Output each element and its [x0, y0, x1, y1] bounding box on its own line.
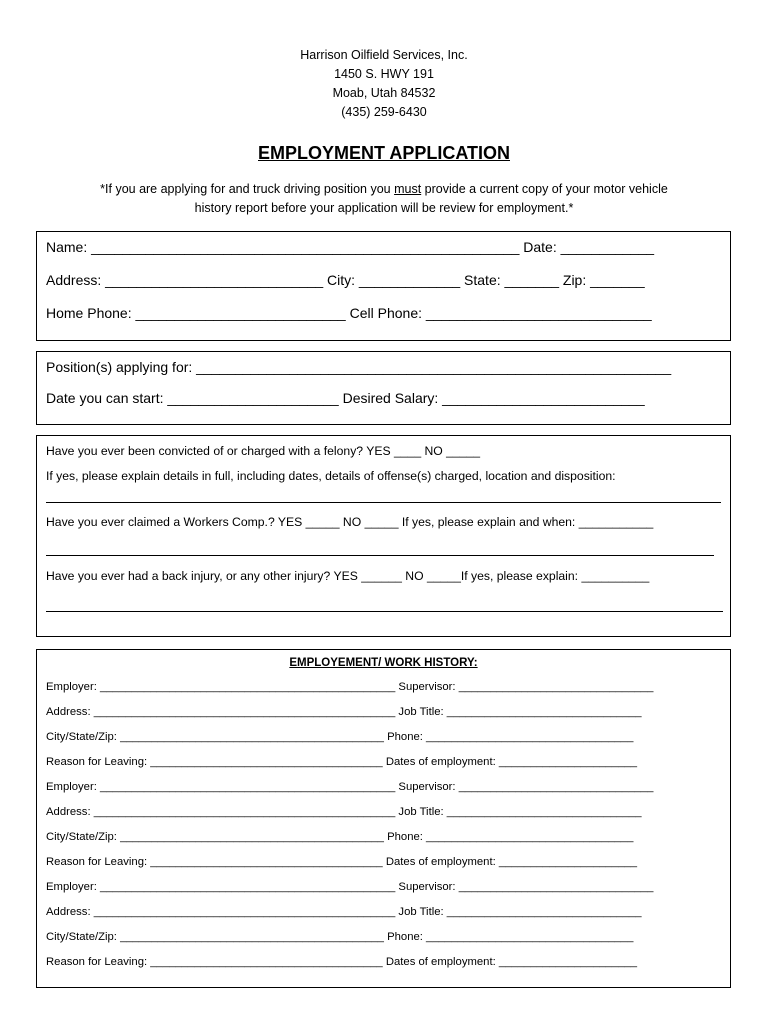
- work-history-title: EMPLOYEMENT/ WORK HISTORY:: [289, 657, 478, 669]
- position-section: [36, 351, 731, 425]
- workers-comp-explain-line[interactable]: [46, 555, 714, 556]
- position-row[interactable]: Position(s) applying for: _____________________________________________________________: [46, 359, 672, 375]
- page-title: EMPLOYMENT APPLICATION: [258, 143, 510, 163]
- phone-row[interactable]: Home Phone: ___________________________ Cell Phone: _____________________________: [46, 305, 652, 321]
- work-history-section: [36, 649, 731, 988]
- work-history-row[interactable]: Employer: _______________________________________________ Supervisor: _______________________________: [46, 881, 654, 893]
- company-name: Harrison Oilfield Services, Inc.: [300, 48, 468, 62]
- company-phone: (435) 259-6430: [341, 105, 427, 119]
- work-history-row[interactable]: City/State/Zip: __________________________________________ Phone: _________________________________: [46, 731, 634, 743]
- notice-must: must: [394, 182, 422, 196]
- work-history-row[interactable]: Employer: _______________________________________________ Supervisor: _______________________________: [46, 681, 654, 693]
- name-date-row[interactable]: Name: _______________________________________________________ Date: ____________: [46, 239, 655, 255]
- work-history-row[interactable]: Address: ________________________________________________ Job Title: _______________________________: [46, 706, 642, 718]
- injury-explain-line[interactable]: [46, 611, 723, 612]
- company-city: Moab, Utah 84532: [332, 86, 436, 100]
- address-row[interactable]: Address: ____________________________ City: _____________ State: _______ Zip: _______: [46, 272, 645, 288]
- contact-section: [36, 231, 731, 341]
- notice-line-1: [0, 182, 768, 196]
- notice-line-2: history report before your application will be review for employment.*: [194, 201, 574, 215]
- company-street: 1450 S. HWY 191: [334, 67, 434, 81]
- work-history-row[interactable]: Address: ________________________________________________ Job Title: _______________________________: [46, 906, 642, 918]
- workers-comp-question[interactable]: Have you ever claimed a Workers Comp.? YES _____ NO _____ If yes, please explain and when: ___________: [46, 515, 654, 529]
- notice-text-a: *If you are applying for and truck driving position you: [100, 182, 395, 196]
- work-history-row[interactable]: Address: ________________________________________________ Job Title: _______________________________: [46, 806, 642, 818]
- felony-explain-prompt: If yes, please explain details in full, including dates, details of offense(s) charged, location and disposition:: [46, 469, 616, 483]
- felony-question[interactable]: Have you ever been convicted of or charged with a felony? YES ____ NO _____: [46, 444, 481, 458]
- felony-explain-line[interactable]: [46, 502, 721, 503]
- work-history-row[interactable]: Reason for Leaving: _____________________________________ Dates of employment: ______________________: [46, 856, 638, 868]
- start-salary-row[interactable]: Date you can start: ______________________ Desired Salary: __________________________: [46, 390, 645, 406]
- questions-section: [36, 435, 731, 637]
- injury-question[interactable]: Have you ever had a back injury, or any other injury? YES ______ NO _____If yes, please explain: __________: [46, 569, 650, 583]
- work-history-row[interactable]: City/State/Zip: __________________________________________ Phone: _________________________________: [46, 831, 634, 843]
- work-history-row[interactable]: Reason for Leaving: _____________________________________ Dates of employment: ______________________: [46, 956, 638, 968]
- work-history-row[interactable]: City/State/Zip: __________________________________________ Phone: _________________________________: [46, 931, 634, 943]
- work-history-row[interactable]: Employer: _______________________________________________ Supervisor: _______________________________: [46, 781, 654, 793]
- notice-text-b: provide a current copy of your motor vehicle: [421, 182, 668, 196]
- work-history-row[interactable]: Reason for Leaving: _____________________________________ Dates of employment: ______________________: [46, 756, 638, 768]
